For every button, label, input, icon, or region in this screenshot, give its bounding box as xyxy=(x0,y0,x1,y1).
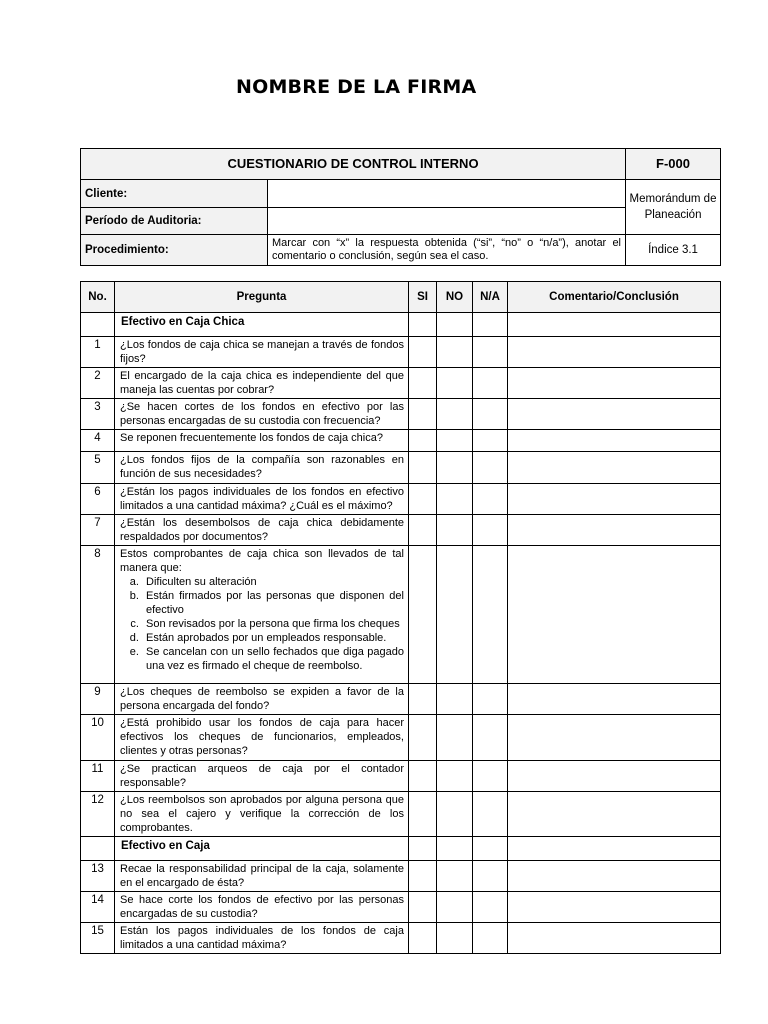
si-cell[interactable] xyxy=(409,368,437,399)
comment-cell[interactable] xyxy=(508,892,721,923)
table-row xyxy=(81,484,721,515)
client-field[interactable] xyxy=(268,180,626,208)
question-number: 10 xyxy=(81,715,115,761)
no-cell[interactable] xyxy=(437,792,473,837)
no-cell[interactable] xyxy=(437,923,473,954)
procedure-text: Marcar con “x” la respuesta obtenida (“si”, “no” o “n/a”), anotar el comentario o conclusión, según sea el caso. xyxy=(268,235,626,266)
si-cell[interactable] xyxy=(409,715,437,761)
no-cell[interactable] xyxy=(437,484,473,515)
si-cell[interactable] xyxy=(409,546,437,684)
table-row xyxy=(81,337,721,368)
si-cell[interactable] xyxy=(409,684,437,715)
question-number: 11 xyxy=(81,761,115,792)
si-cell[interactable] xyxy=(409,484,437,515)
no-cell[interactable] xyxy=(437,337,473,368)
no-cell[interactable] xyxy=(437,452,473,484)
question-number: 8 xyxy=(81,546,115,684)
comment-cell[interactable] xyxy=(508,484,721,515)
comment-cell[interactable] xyxy=(508,452,721,484)
question-text: ¿Están los pagos individuales de los fondos en efectivo limitados a una cantidad máxima? ¿Cuál es el máximo? xyxy=(115,484,409,515)
sub-item: e. Se cancelan con un sello fechados que diga pagado una vez es firmado el cheque de reembolso. xyxy=(142,645,404,673)
comment-cell[interactable] xyxy=(508,430,721,452)
na-cell[interactable] xyxy=(473,546,508,684)
question-text: ¿Los fondos de caja chica se manejan a través de fondos fijos? xyxy=(115,337,409,368)
question-number: 6 xyxy=(81,484,115,515)
na-cell[interactable] xyxy=(473,684,508,715)
col-question: Pregunta xyxy=(115,282,409,313)
question-text-with-list xyxy=(115,546,409,684)
comment-cell[interactable] xyxy=(508,337,721,368)
table-row xyxy=(81,515,721,546)
question-text: Recae la responsabilidad principal de la caja, solamente en el encargado de ésta? xyxy=(115,861,409,892)
no-cell[interactable] xyxy=(437,430,473,452)
form-title: CUESTIONARIO DE CONTROL INTERNO xyxy=(81,149,626,180)
na-cell[interactable] xyxy=(473,515,508,546)
si-cell[interactable] xyxy=(409,515,437,546)
comment-cell[interactable] xyxy=(508,368,721,399)
question-number: 2 xyxy=(81,368,115,399)
section-row xyxy=(81,837,721,861)
comment-cell[interactable] xyxy=(508,861,721,892)
comment-cell[interactable] xyxy=(508,792,721,837)
question-text: ¿Los cheques de reembolso se expiden a favor de la persona encargada del fondo? xyxy=(115,684,409,715)
na-cell[interactable] xyxy=(473,368,508,399)
no-cell[interactable] xyxy=(437,684,473,715)
memo-reference xyxy=(626,180,721,235)
col-comment: Comentario/Conclusión xyxy=(508,282,721,313)
comment-cell[interactable] xyxy=(508,684,721,715)
sub-item: d. Están aprobados por un empleados responsable. xyxy=(142,631,404,645)
table-row xyxy=(81,715,721,761)
header-table xyxy=(80,148,721,266)
question-text: ¿Están los desembolsos de caja chica debidamente respaldados por documentos? xyxy=(115,515,409,546)
na-cell[interactable] xyxy=(473,761,508,792)
si-cell[interactable] xyxy=(409,792,437,837)
question-text: ¿Los reembolsos son aprobados por alguna persona que no sea el cajero y verifique la corrección de los comprobantes. xyxy=(115,792,409,837)
period-field[interactable] xyxy=(268,208,626,235)
sub-item-list xyxy=(120,575,404,673)
si-cell[interactable] xyxy=(409,761,437,792)
na-cell[interactable] xyxy=(473,399,508,430)
comment-cell[interactable] xyxy=(508,399,721,430)
firm-name: NOMBRE DE LA FIRMA xyxy=(236,76,477,98)
na-cell[interactable] xyxy=(473,792,508,837)
question-text: Se hace corte los fondos de efectivo por las personas encargadas de su custodia? xyxy=(115,892,409,923)
question-text: ¿Los fondos fijos de la compañía son razonables en función de sus necesidades? xyxy=(115,452,409,484)
table-row xyxy=(81,546,721,684)
no-cell[interactable] xyxy=(437,861,473,892)
na-cell[interactable] xyxy=(473,923,508,954)
table-row xyxy=(81,892,721,923)
question-number: 12 xyxy=(81,792,115,837)
form-code: F-000 xyxy=(626,149,721,180)
comment-cell[interactable] xyxy=(508,715,721,761)
question-text: Estos comprobantes de caja chica son llevados de tal manera que: xyxy=(120,548,404,574)
procedure-label: Procedimiento: xyxy=(81,235,268,266)
section-row xyxy=(81,313,721,337)
question-number: 14 xyxy=(81,892,115,923)
col-no-answer: NO xyxy=(437,282,473,313)
na-cell[interactable] xyxy=(473,861,508,892)
question-text: Están los pagos individuales de los fondos de caja limitados a una cantidad máxima? xyxy=(115,923,409,954)
comment-cell[interactable] xyxy=(508,546,721,684)
comment-cell[interactable] xyxy=(508,515,721,546)
question-number: 3 xyxy=(81,399,115,430)
client-label: Cliente: xyxy=(81,180,268,208)
si-cell[interactable] xyxy=(409,861,437,892)
col-na: N/A xyxy=(473,282,508,313)
question-text: Se reponen frecuentemente los fondos de caja chica? xyxy=(115,430,409,452)
sub-item: a. Dificulten su alteración xyxy=(142,575,404,589)
si-cell[interactable] xyxy=(409,452,437,484)
question-number: 13 xyxy=(81,861,115,892)
period-label: Período de Auditoria: xyxy=(81,208,268,235)
si-cell[interactable] xyxy=(409,399,437,430)
question-text: ¿Se hacen cortes de los fondos en efectivo por las personas encargadas de su custodia con frecuencia? xyxy=(115,399,409,430)
no-cell[interactable] xyxy=(437,515,473,546)
question-number: 4 xyxy=(81,430,115,452)
question-number: 7 xyxy=(81,515,115,546)
table-row xyxy=(81,923,721,954)
table-row xyxy=(81,452,721,484)
no-cell[interactable] xyxy=(437,399,473,430)
question-text: ¿Está prohibido usar los fondos de caja para hacer efectivos los cheques de funcionarios, empleados, clientes y otras personas? xyxy=(115,715,409,761)
table-row xyxy=(81,430,721,452)
question-number: 5 xyxy=(81,452,115,484)
comment-cell[interactable] xyxy=(508,761,721,792)
table-row xyxy=(81,792,721,837)
na-cell[interactable] xyxy=(473,892,508,923)
question-number: 9 xyxy=(81,684,115,715)
si-cell[interactable] xyxy=(409,430,437,452)
na-cell[interactable] xyxy=(473,452,508,484)
no-cell[interactable] xyxy=(437,368,473,399)
no-cell[interactable] xyxy=(437,546,473,684)
no-cell[interactable] xyxy=(437,761,473,792)
na-cell[interactable] xyxy=(473,430,508,452)
no-cell[interactable] xyxy=(437,715,473,761)
memo-line-2: Planeación xyxy=(644,209,702,221)
question-number: 15 xyxy=(81,923,115,954)
table-row xyxy=(81,684,721,715)
questionnaire-table xyxy=(80,281,721,954)
sub-item: b. Están firmados por las personas que disponen del efectivo xyxy=(142,589,404,617)
question-number: 1 xyxy=(81,337,115,368)
section-petty-cash: Efectivo en Caja Chica xyxy=(115,313,409,337)
no-cell[interactable] xyxy=(437,892,473,923)
table-row xyxy=(81,368,721,399)
na-cell[interactable] xyxy=(473,337,508,368)
section-cash: Efectivo en Caja xyxy=(115,837,409,861)
table-row xyxy=(81,861,721,892)
si-cell[interactable] xyxy=(409,337,437,368)
na-cell[interactable] xyxy=(473,484,508,515)
si-cell[interactable] xyxy=(409,923,437,954)
sub-item: c. Son revisados por la persona que firma los cheques xyxy=(142,617,404,631)
table-row xyxy=(81,761,721,792)
table-row xyxy=(81,399,721,430)
si-cell[interactable] xyxy=(409,892,437,923)
question-text: ¿Se practican arqueos de caja por el contador responsable? xyxy=(115,761,409,792)
comment-cell[interactable] xyxy=(508,923,721,954)
index-reference: Índice 3.1 xyxy=(626,235,721,266)
na-cell[interactable] xyxy=(473,715,508,761)
question-text: El encargado de la caja chica es independiente del que maneja las cuentas por cobrar? xyxy=(115,368,409,399)
col-si: SI xyxy=(409,282,437,313)
memo-line-1: Memorándum de xyxy=(629,193,717,205)
col-no: No. xyxy=(81,282,115,313)
